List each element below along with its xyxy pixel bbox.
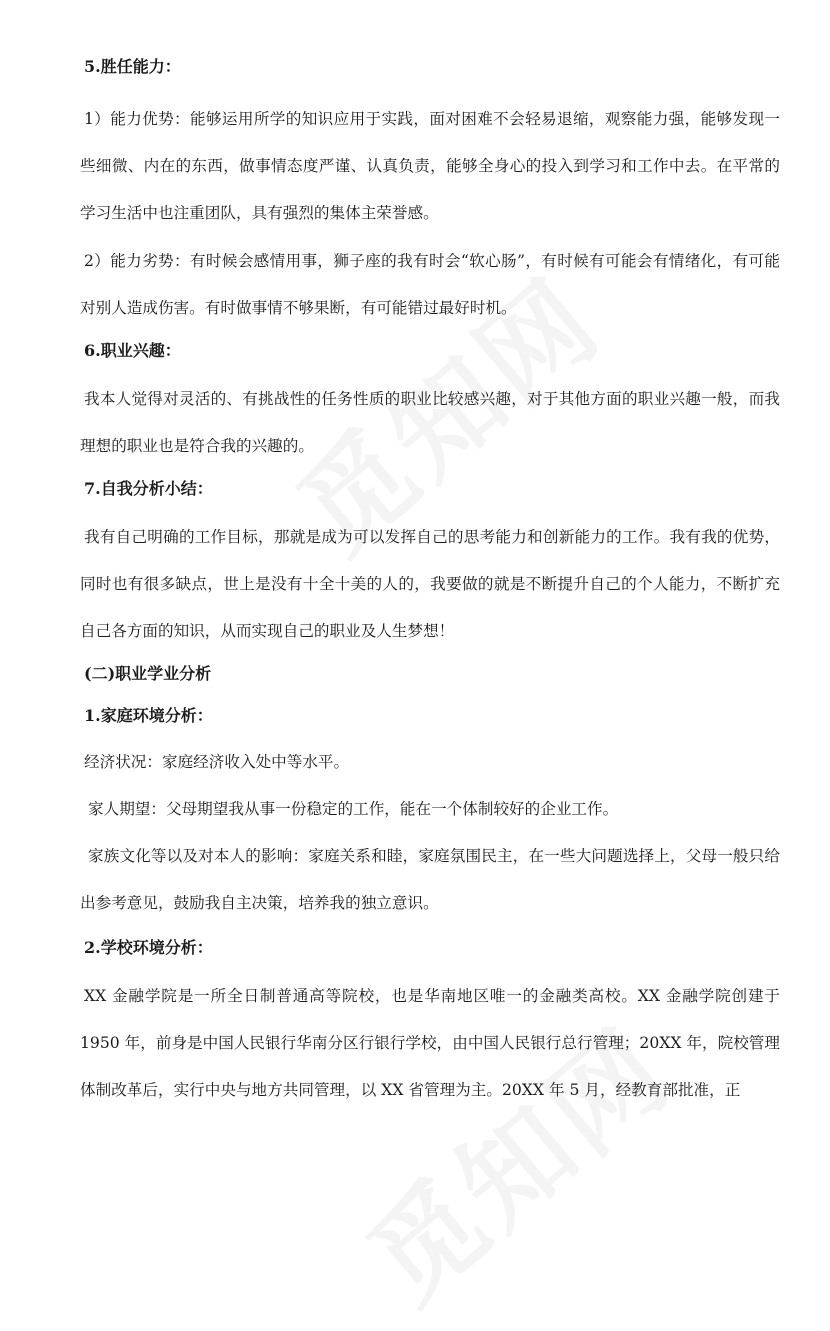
heading-section-career-study: (二)职业学业分析 [84,664,212,683]
heading-school-environment: 2.学校环境分析： [84,938,213,957]
paragraph-summary: 我有自己明确的工作目标，那就是成为可以发挥自己的思考能力和创新能力的工作。我有我的优势，同时也有很多缺点，世上是没有十全十美的人的，我要做的就是不断提升自己的个人能力，不断扩充自己各方面的知识，从而实现自己的职业及人生梦想！ [80,528,780,640]
paragraph-strength: 1）能力优势：能够运用所学的知识应用于实践，面对困难不会轻易退缩，观察能力强，能够发现一些细微、内在的东西，做事情态度严谨、认真负责，能够全身心的投入到学习和工作中去。在平常的学习生活中也注重团队，具有强烈的集体主荣誉感。 [80,110,780,222]
heading-summary: 7.自我分析小结： [84,479,213,498]
heading-interest: 6.职业兴趣： [84,341,181,360]
document-body [80,50,780,1114]
heading-competence: 5.胜任能力： [84,57,181,76]
paragraph-interest: 我本人觉得对灵活的、有挑战性的任务性质的职业比较感兴趣，对于其他方面的职业兴趣一般，而我理想的职业也是符合我的兴趣的。 [80,390,780,455]
paragraph-economy: 经济状况：家庭经济收入处中等水平。 [84,753,350,771]
paragraph-weakness: 2）能力劣势：有时候会感情用事，狮子座的我有时会“软心肠”，有时候有可能会有情绪化，有可能对别人造成伤害。有时做事情不够果断，有可能错过最好时机。 [80,252,780,317]
paragraph-family-culture: 家族文化等以及对本人的影响：家庭关系和睦，家庭氛围民主，在一些大问题选择上，父母一般只给出参考意见，鼓励我自主决策，培养我的独立意识。 [80,847,780,912]
heading-family-environment: 1.家庭环境分析： [84,706,213,725]
paragraph-expectation: 家人期望：父母期望我从事一份稳定的工作，能在一个体制较好的企业工作。 [88,800,619,818]
paragraph-school: XX 金融学院是一所全日制普通高等院校，也是华南地区唯一的金融类高校。XX 金融学院创建于 1950 年，前身是中国人民银行华南分区行银行学校，由中国人民银行总行管理；20XX 年，院校管理体制改革后，实行中央与地方共同管理，以 XX 省管理为主。20XX 年 5 月，经教育部批准，正 [80,987,780,1099]
